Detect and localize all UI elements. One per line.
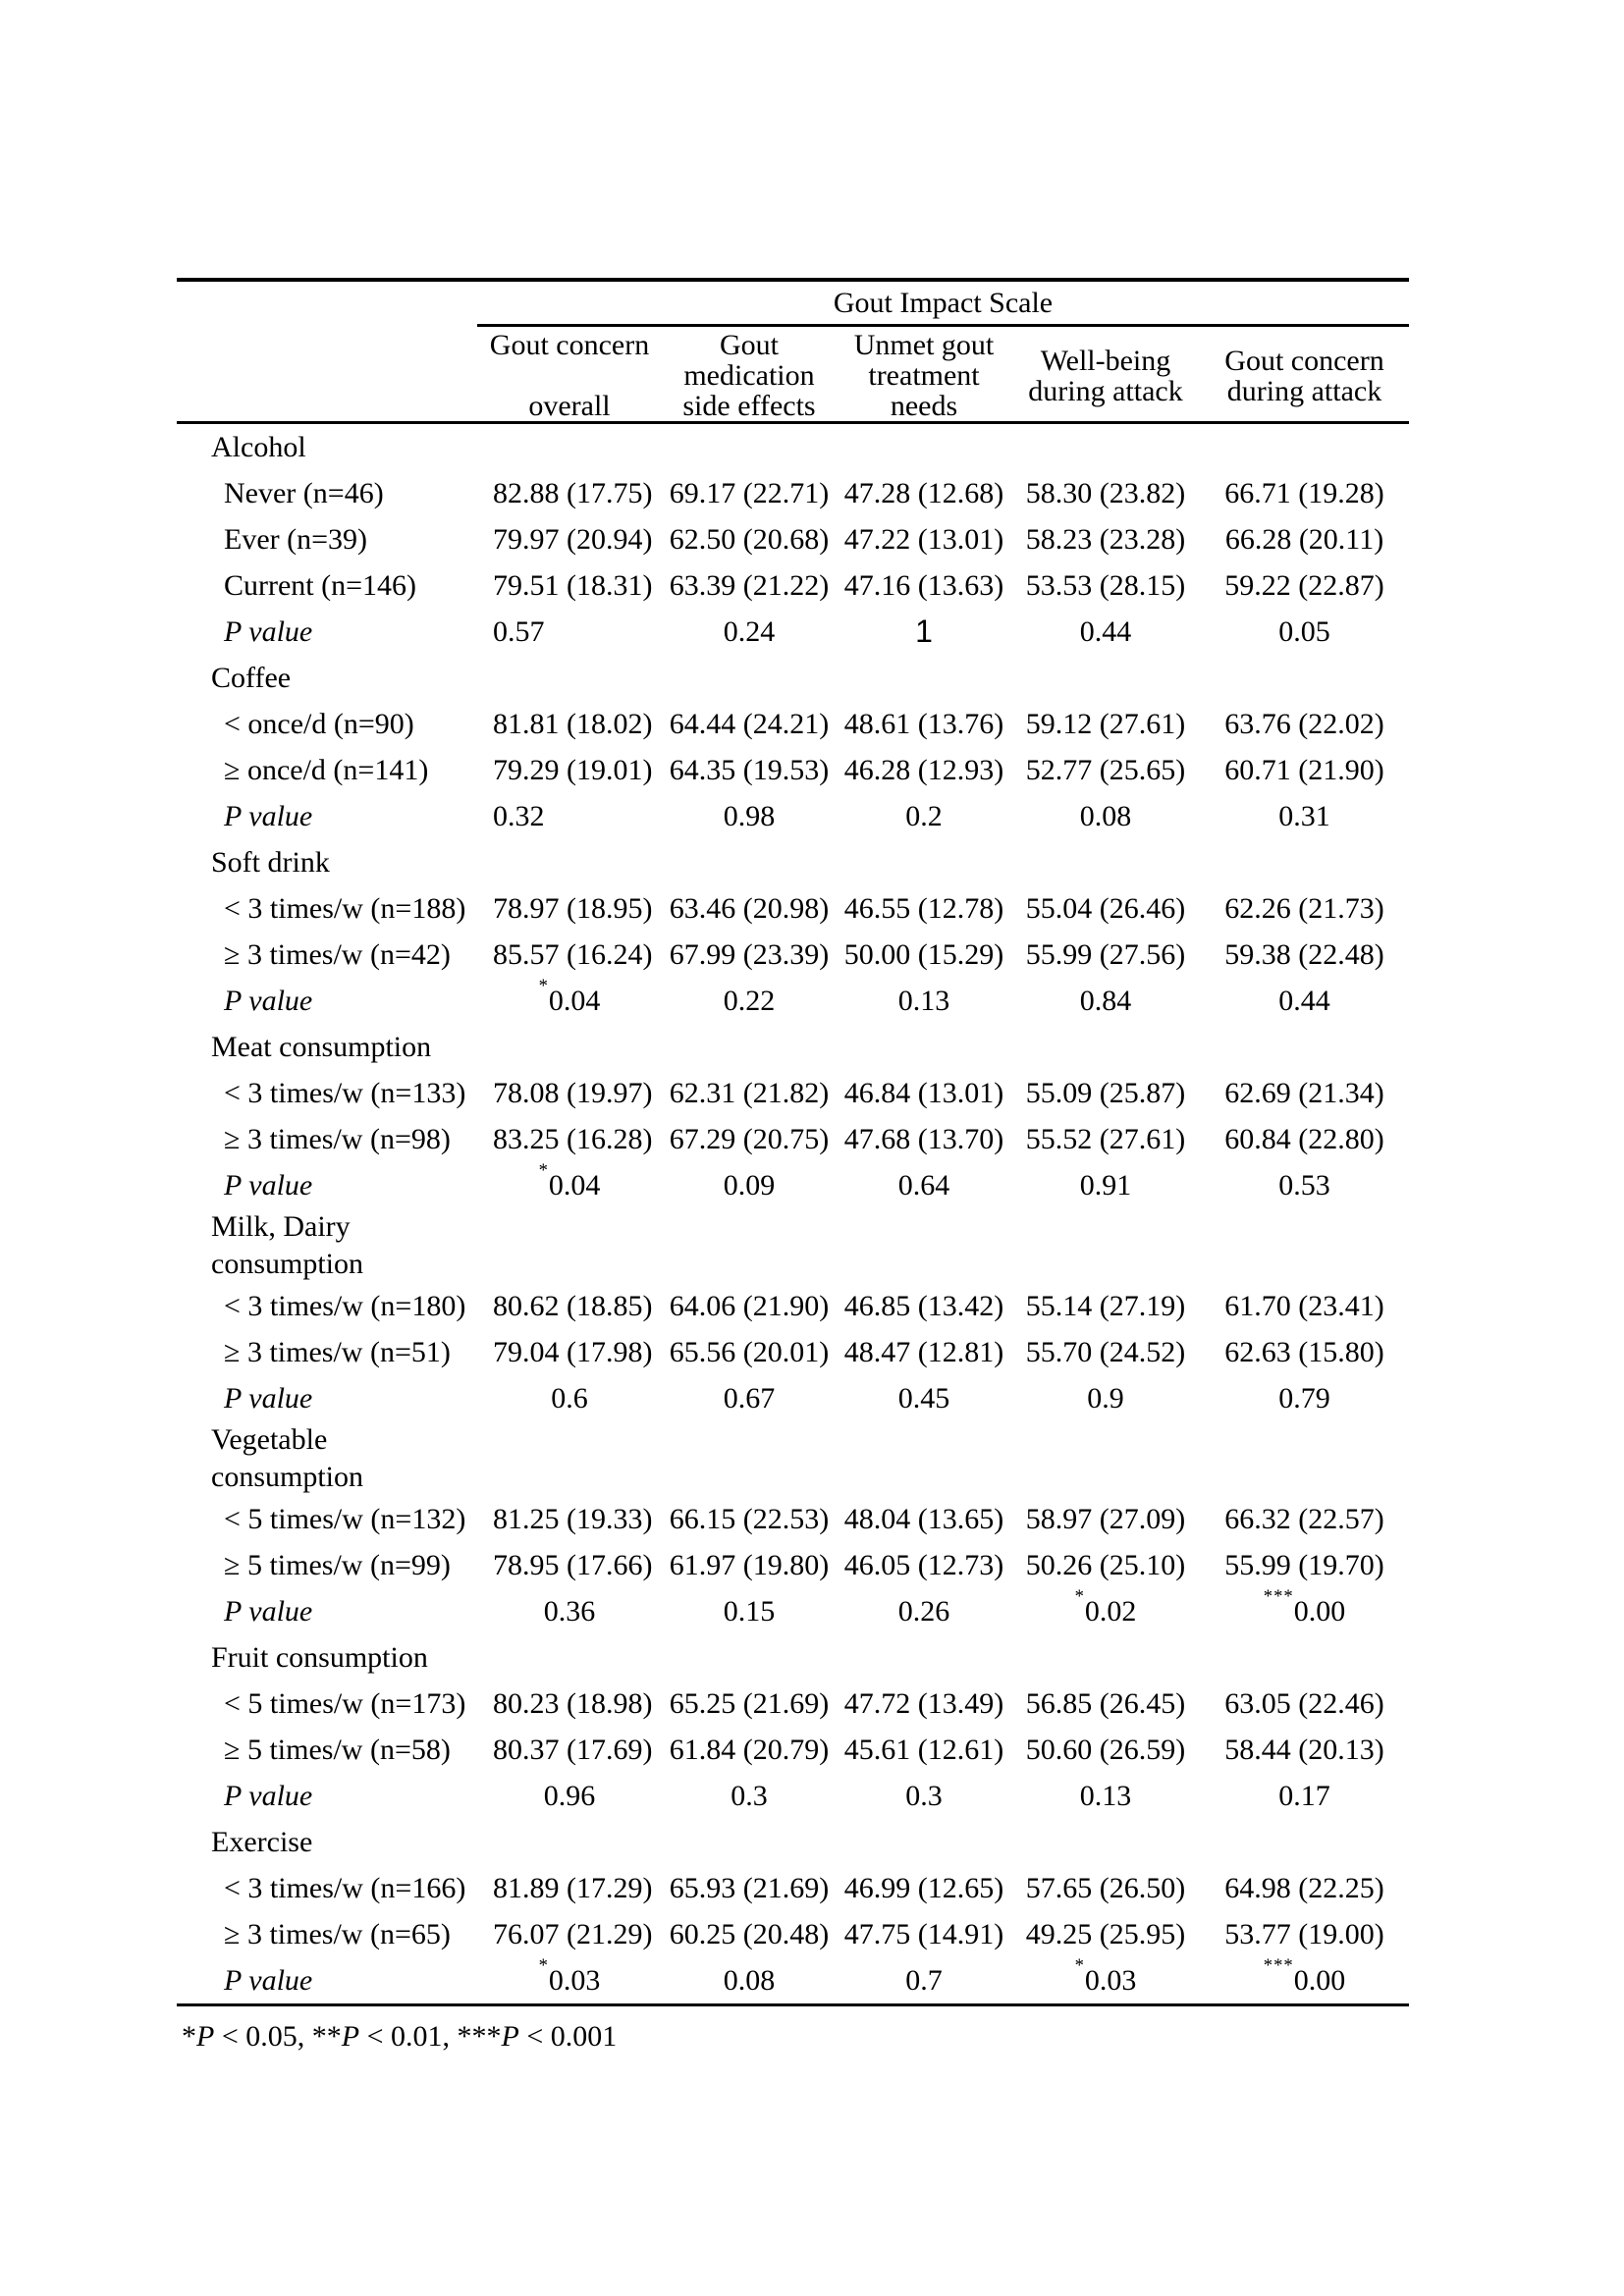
p-value-text: 0.84 xyxy=(1079,984,1132,1017)
value-cell: 62.63 (15.80) xyxy=(1224,1335,1384,1368)
p-value-cell xyxy=(1200,1382,1409,1415)
p-value-cell xyxy=(477,975,662,1018)
p-value-cell xyxy=(662,1780,837,1813)
column-header xyxy=(1200,327,1409,424)
row-label: ≥ 3 times/w (n=51) xyxy=(224,1335,451,1368)
value-cell: 50.26 (25.10) xyxy=(1025,1548,1186,1581)
table-body xyxy=(177,424,1409,2006)
row-label: Never (n=46) xyxy=(224,476,384,509)
p-value-cell xyxy=(837,1964,1011,1998)
value-cell: 46.05 (12.73) xyxy=(843,1548,1004,1581)
table-spanner-title: Gout Impact Scale xyxy=(477,282,1409,327)
section-header-label xyxy=(177,1639,428,1677)
p-value-cell xyxy=(1011,1780,1200,1813)
column-header-line: Gout concern xyxy=(1224,344,1384,377)
value-cell: 82.88 (17.75) xyxy=(493,476,653,509)
value-cell: 59.38 (22.48) xyxy=(1224,937,1384,971)
p-value-text: 0.04 xyxy=(548,1169,601,1201)
p-value-text: 0.7 xyxy=(905,1963,943,1997)
value-cell: 58.30 (23.82) xyxy=(1025,476,1186,509)
column-header-line: overall xyxy=(528,390,611,422)
p-value-cell xyxy=(837,614,1011,650)
section-header-line: Milk, Dairy xyxy=(211,1210,351,1243)
p-value-text: 0.6 xyxy=(551,1381,588,1415)
footnote-p-symbol: P xyxy=(341,2020,360,2053)
p-value-text: 0.32 xyxy=(493,799,545,832)
p-value-cell xyxy=(477,1954,662,1998)
value-cell: 80.62 (18.85) xyxy=(493,1289,653,1322)
column-header xyxy=(662,327,837,424)
p-value-cell xyxy=(477,800,662,833)
section-header-row xyxy=(177,424,1409,470)
value-cell: 52.77 (25.65) xyxy=(1025,753,1186,786)
value-cell: 58.23 (23.28) xyxy=(1025,522,1186,556)
row-label: < 3 times/w (n=188) xyxy=(224,891,466,925)
table-row xyxy=(177,1542,1409,1588)
p-value-text: 0.03 xyxy=(548,1964,601,1997)
section-header-row xyxy=(177,1208,1409,1283)
p-value-cell xyxy=(477,1780,662,1813)
value-cell: 66.71 (19.28) xyxy=(1224,476,1384,509)
p-value-cell xyxy=(1011,1382,1200,1415)
p-value-row xyxy=(177,1375,1409,1421)
value-cell: 64.98 (22.25) xyxy=(1224,1871,1384,1904)
value-cell: 81.81 (18.02) xyxy=(493,707,653,740)
value-cell: 49.25 (25.95) xyxy=(1025,1917,1186,1950)
p-value-text: 0.31 xyxy=(1278,799,1330,832)
value-cell: 48.47 (12.81) xyxy=(843,1335,1004,1368)
significance-stars: * xyxy=(538,975,549,996)
row-label: ≥ 3 times/w (n=98) xyxy=(224,1122,451,1155)
column-header-line: Gout concern xyxy=(489,329,650,361)
value-cell: 47.68 (13.70) xyxy=(843,1122,1004,1155)
significance-stars: * xyxy=(538,1954,549,1976)
p-value-text: 1 xyxy=(915,614,933,649)
p-value-cell xyxy=(1011,1169,1200,1202)
value-cell: 48.04 (13.65) xyxy=(843,1502,1004,1535)
p-value-cell xyxy=(1011,985,1200,1018)
value-cell: 66.15 (22.53) xyxy=(669,1502,830,1535)
p-value-cell xyxy=(837,1780,1011,1813)
row-label: ≥ once/d (n=141) xyxy=(224,753,429,786)
section-header-row xyxy=(177,1819,1409,1865)
footnote-text: *** xyxy=(457,2020,502,2053)
p-value-text: 0.79 xyxy=(1278,1381,1330,1415)
p-value-row xyxy=(177,1585,1409,1634)
p-value-text: 0.24 xyxy=(723,614,776,648)
p-value-cell xyxy=(1200,800,1409,833)
p-value-text: 0.96 xyxy=(543,1779,596,1812)
row-label: ≥ 5 times/w (n=58) xyxy=(224,1733,451,1766)
value-cell: 64.35 (19.53) xyxy=(669,753,830,786)
p-value-label: P value xyxy=(224,1779,313,1812)
section-header-line: Vegetable xyxy=(211,1423,328,1456)
p-value-cell xyxy=(662,1169,837,1202)
table-row xyxy=(177,1681,1409,1727)
section-header-line: Fruit consumption xyxy=(211,1640,428,1674)
p-value-text: 0.91 xyxy=(1079,1168,1132,1201)
value-cell: 69.17 (22.71) xyxy=(669,476,830,509)
value-cell: 55.14 (27.19) xyxy=(1025,1289,1186,1322)
value-cell: 62.50 (20.68) xyxy=(669,522,830,556)
p-value-label: P value xyxy=(224,799,313,832)
value-cell: 60.71 (21.90) xyxy=(1224,753,1384,786)
value-cell: 60.25 (20.48) xyxy=(669,1917,830,1950)
value-cell: 76.07 (21.29) xyxy=(493,1917,653,1950)
section-header-line: Exercise xyxy=(211,1825,313,1858)
value-cell: 45.61 (12.61) xyxy=(843,1733,1004,1766)
section-header-label xyxy=(177,1824,312,1861)
value-cell: 56.85 (26.45) xyxy=(1025,1686,1186,1720)
p-value-text: 0.26 xyxy=(897,1594,950,1628)
p-value-text: 0.00 xyxy=(1293,1595,1346,1628)
p-value-label: P value xyxy=(224,1381,313,1415)
p-value-label: P value xyxy=(224,984,313,1017)
row-label: ≥ 3 times/w (n=42) xyxy=(224,937,451,971)
header-empty-cell xyxy=(177,327,477,424)
p-value-row xyxy=(177,609,1409,655)
p-value-text: 0.3 xyxy=(731,1779,768,1812)
column-header-line: treatment xyxy=(868,359,980,392)
column-header-line: Gout xyxy=(720,329,779,361)
p-value-cell xyxy=(662,615,837,649)
value-cell: 55.52 (27.61) xyxy=(1025,1122,1186,1155)
p-value-cell xyxy=(1200,1780,1409,1813)
value-cell: 81.89 (17.29) xyxy=(493,1871,653,1904)
p-value-cell xyxy=(1011,1585,1200,1629)
p-value-text: 0.64 xyxy=(897,1168,950,1201)
value-cell: 55.09 (25.87) xyxy=(1025,1076,1186,1109)
row-label: < once/d (n=90) xyxy=(224,707,414,740)
p-value-text: 0.9 xyxy=(1087,1381,1124,1415)
value-cell: 65.56 (20.01) xyxy=(669,1335,830,1368)
p-value-text: 0.15 xyxy=(723,1594,776,1628)
p-value-cell xyxy=(837,985,1011,1018)
row-label: Current (n=146) xyxy=(224,568,417,602)
value-cell: 47.75 (14.91) xyxy=(843,1917,1004,1950)
row-label: ≥ 3 times/w (n=65) xyxy=(224,1917,451,1950)
spanner-spacer xyxy=(177,282,477,327)
p-value-text: 0.13 xyxy=(1079,1779,1132,1812)
value-cell: 65.93 (21.69) xyxy=(669,1871,830,1904)
value-cell: 78.08 (19.97) xyxy=(493,1076,653,1109)
table-row xyxy=(177,701,1409,747)
table-row xyxy=(177,1283,1409,1329)
p-value-cell xyxy=(1200,1954,1409,1998)
p-value-cell xyxy=(477,1159,662,1202)
footnote-text: < 0.001 xyxy=(518,2020,618,2053)
p-value-text: 0.08 xyxy=(1079,799,1132,832)
p-value-text: 0.22 xyxy=(723,984,776,1017)
significance-stars: * xyxy=(1074,1954,1085,1976)
p-value-text: 0.67 xyxy=(723,1381,776,1415)
p-value-text: 0.08 xyxy=(723,1963,776,1997)
column-header-line: side effects xyxy=(682,390,816,422)
row-label: < 3 times/w (n=166) xyxy=(224,1871,466,1904)
footnote-p-symbol: P xyxy=(501,2020,519,2053)
p-value-text: 0.17 xyxy=(1278,1779,1330,1812)
p-value-text: 0.04 xyxy=(548,985,601,1017)
p-value-text: 0.09 xyxy=(723,1168,776,1201)
value-cell: 62.31 (21.82) xyxy=(669,1076,830,1109)
p-value-label: P value xyxy=(224,1594,313,1628)
p-value-text: 0.44 xyxy=(1079,614,1132,648)
value-cell: 81.25 (19.33) xyxy=(493,1502,653,1535)
value-cell: 47.72 (13.49) xyxy=(843,1686,1004,1720)
p-value-cell xyxy=(662,800,837,833)
value-cell: 57.65 (26.50) xyxy=(1025,1871,1186,1904)
p-value-cell xyxy=(662,1595,837,1629)
significance-stars: * xyxy=(1074,1585,1085,1607)
value-cell: 46.28 (12.93) xyxy=(843,753,1004,786)
significance-stars: *** xyxy=(1263,1954,1294,1976)
table-row xyxy=(177,747,1409,793)
table-spanner-row xyxy=(177,282,1409,327)
significance-stars: * xyxy=(538,1159,549,1181)
p-value-cell xyxy=(1200,985,1409,1018)
value-cell: 78.97 (18.95) xyxy=(493,891,653,925)
section-header-line: Meat consumption xyxy=(211,1030,432,1063)
p-value-text: 0.13 xyxy=(897,984,950,1017)
table-row xyxy=(177,562,1409,609)
section-header-row xyxy=(177,1421,1409,1496)
p-value-text: 0.03 xyxy=(1084,1964,1137,1997)
value-cell: 46.84 (13.01) xyxy=(843,1076,1004,1109)
table-row xyxy=(177,1329,1409,1375)
row-label: ≥ 5 times/w (n=99) xyxy=(224,1548,451,1581)
section-header-line: Soft drink xyxy=(211,845,330,879)
value-cell: 61.97 (19.80) xyxy=(669,1548,830,1581)
table-row xyxy=(177,1911,1409,1957)
p-value-text: 0.05 xyxy=(1278,614,1330,648)
value-cell: 79.97 (20.94) xyxy=(493,522,653,556)
table-row xyxy=(177,1727,1409,1773)
section-header-line: Alcohol xyxy=(211,430,306,463)
value-cell: 79.04 (17.98) xyxy=(493,1335,653,1368)
p-value-row xyxy=(177,1159,1409,1208)
p-value-row xyxy=(177,1773,1409,1819)
value-cell: 58.97 (27.09) xyxy=(1025,1502,1186,1535)
value-cell: 80.23 (18.98) xyxy=(493,1686,653,1720)
p-value-text: 0.36 xyxy=(543,1594,596,1628)
value-cell: 67.99 (23.39) xyxy=(669,937,830,971)
section-header-line: consumption xyxy=(211,1461,363,1493)
row-label: < 3 times/w (n=180) xyxy=(224,1289,466,1322)
table-row xyxy=(177,1865,1409,1911)
value-cell: 47.22 (13.01) xyxy=(843,522,1004,556)
value-cell: 47.16 (13.63) xyxy=(843,568,1004,602)
value-cell: 85.57 (16.24) xyxy=(493,937,653,971)
column-header-line: during attack xyxy=(1028,374,1183,407)
section-header-label xyxy=(177,1421,363,1496)
p-value-label: P value xyxy=(224,614,313,648)
table-row xyxy=(177,470,1409,516)
significance-stars: *** xyxy=(1263,1585,1294,1607)
row-label: Ever (n=39) xyxy=(224,522,368,556)
p-value-text: 0.02 xyxy=(1084,1595,1137,1628)
value-cell: 58.44 (20.13) xyxy=(1224,1733,1384,1766)
row-label: < 5 times/w (n=173) xyxy=(224,1686,466,1720)
section-header-line: consumption xyxy=(211,1248,363,1280)
value-cell: 63.76 (22.02) xyxy=(1224,707,1384,740)
value-cell: 66.28 (20.11) xyxy=(1224,522,1384,556)
value-cell: 60.84 (22.80) xyxy=(1224,1122,1384,1155)
p-value-cell xyxy=(837,1169,1011,1202)
value-cell: 63.05 (22.46) xyxy=(1224,1686,1384,1720)
p-value-cell xyxy=(837,1595,1011,1629)
section-header-row xyxy=(177,1634,1409,1681)
row-label: < 3 times/w (n=133) xyxy=(224,1076,466,1109)
value-cell: 59.12 (27.61) xyxy=(1025,707,1186,740)
p-value-cell xyxy=(477,1595,662,1629)
footnote-text: ** xyxy=(311,2020,342,2053)
footnote-text: * xyxy=(182,2020,196,2053)
table-row xyxy=(177,1496,1409,1542)
section-header-row xyxy=(177,1024,1409,1070)
value-cell: 63.46 (20.98) xyxy=(669,891,830,925)
table-row xyxy=(177,885,1409,932)
p-value-text: 0.53 xyxy=(1278,1168,1330,1201)
section-header-row xyxy=(177,655,1409,701)
table-row xyxy=(177,516,1409,562)
value-cell: 78.95 (17.66) xyxy=(493,1548,653,1581)
column-header-line: needs xyxy=(890,390,958,422)
p-value-cell xyxy=(477,615,662,649)
p-value-text: 0.00 xyxy=(1293,1964,1346,1997)
p-value-row xyxy=(177,975,1409,1024)
footnote-text: < 0.01, xyxy=(359,2020,458,2053)
value-cell: 46.55 (12.78) xyxy=(843,891,1004,925)
value-cell: 62.69 (21.34) xyxy=(1224,1076,1384,1109)
value-cell: 64.06 (21.90) xyxy=(669,1289,830,1322)
column-header xyxy=(1011,327,1200,424)
value-cell: 59.22 (22.87) xyxy=(1224,568,1384,602)
p-value-cell xyxy=(837,800,1011,833)
value-cell: 53.77 (19.00) xyxy=(1224,1917,1384,1950)
column-header-line: medication xyxy=(683,359,815,392)
value-cell: 79.51 (18.31) xyxy=(493,568,653,602)
footnote-text: < 0.05, xyxy=(214,2020,312,2053)
table-row xyxy=(177,1070,1409,1116)
value-cell: 50.00 (15.29) xyxy=(843,937,1004,971)
section-header-label xyxy=(177,429,306,466)
value-cell: 66.32 (22.57) xyxy=(1224,1502,1384,1535)
p-value-cell xyxy=(1011,1954,1200,1998)
p-value-cell xyxy=(1011,800,1200,833)
p-value-text: 0.44 xyxy=(1278,984,1330,1017)
value-cell: 83.25 (16.28) xyxy=(493,1122,653,1155)
p-value-text: 0.98 xyxy=(723,799,776,832)
p-value-cell xyxy=(662,985,837,1018)
p-value-cell xyxy=(1011,615,1200,649)
column-header-line: Unmet gout xyxy=(853,329,995,361)
section-header-label xyxy=(177,1208,363,1283)
p-value-cell xyxy=(837,1382,1011,1415)
value-cell: 80.37 (17.69) xyxy=(493,1733,653,1766)
value-cell: 53.53 (28.15) xyxy=(1025,568,1186,602)
value-cell: 55.99 (19.70) xyxy=(1224,1548,1384,1581)
value-cell: 62.26 (21.73) xyxy=(1224,891,1384,925)
section-header-line: Coffee xyxy=(211,661,292,694)
table-header-row xyxy=(177,327,1409,424)
table-row xyxy=(177,1116,1409,1162)
p-value-cell xyxy=(1200,615,1409,649)
value-cell: 65.25 (21.69) xyxy=(669,1686,830,1720)
column-header xyxy=(477,327,662,424)
p-value-label: P value xyxy=(224,1168,313,1201)
p-value-text: 0.2 xyxy=(905,799,943,832)
p-value-cell xyxy=(477,1382,662,1415)
column-header-line: Well-being xyxy=(1040,344,1171,377)
section-header-label xyxy=(177,844,330,881)
p-value-cell xyxy=(1200,1169,1409,1202)
value-cell: 50.60 (26.59) xyxy=(1025,1733,1186,1766)
value-cell: 61.84 (20.79) xyxy=(669,1733,830,1766)
value-cell: 47.28 (12.68) xyxy=(843,476,1004,509)
p-value-row xyxy=(177,793,1409,839)
p-value-row xyxy=(177,1954,1409,2003)
section-header-row xyxy=(177,839,1409,885)
value-cell: 67.29 (20.75) xyxy=(669,1122,830,1155)
value-cell: 48.61 (13.76) xyxy=(843,707,1004,740)
value-cell: 64.44 (24.21) xyxy=(669,707,830,740)
column-header-line: during attack xyxy=(1226,374,1382,407)
row-label: < 5 times/w (n=132) xyxy=(224,1502,466,1535)
p-value-text: 0.45 xyxy=(897,1381,950,1415)
value-cell: 79.29 (19.01) xyxy=(493,753,653,786)
p-value-cell xyxy=(1200,1585,1409,1629)
p-value-text: 0.57 xyxy=(493,614,545,648)
value-cell: 55.70 (24.52) xyxy=(1025,1335,1186,1368)
section-header-label xyxy=(177,1029,431,1066)
value-cell: 46.99 (12.65) xyxy=(843,1871,1004,1904)
p-value-label: P value xyxy=(224,1963,313,1997)
footnote-p-symbol: P xyxy=(196,2020,215,2053)
value-cell: 46.85 (13.42) xyxy=(843,1289,1004,1322)
value-cell: 63.39 (21.22) xyxy=(669,568,830,602)
table-row xyxy=(177,932,1409,978)
p-value-cell xyxy=(662,1382,837,1415)
section-header-label xyxy=(177,660,291,697)
value-cell: 55.04 (26.46) xyxy=(1025,891,1186,925)
value-cell: 61.70 (23.41) xyxy=(1224,1289,1384,1322)
value-cell: 55.99 (27.56) xyxy=(1025,937,1186,971)
column-header xyxy=(837,327,1011,424)
p-value-cell xyxy=(662,1964,837,1998)
gout-impact-table xyxy=(177,278,1409,2057)
table-footnote xyxy=(177,2006,1409,2057)
p-value-text: 0.3 xyxy=(905,1779,943,1812)
